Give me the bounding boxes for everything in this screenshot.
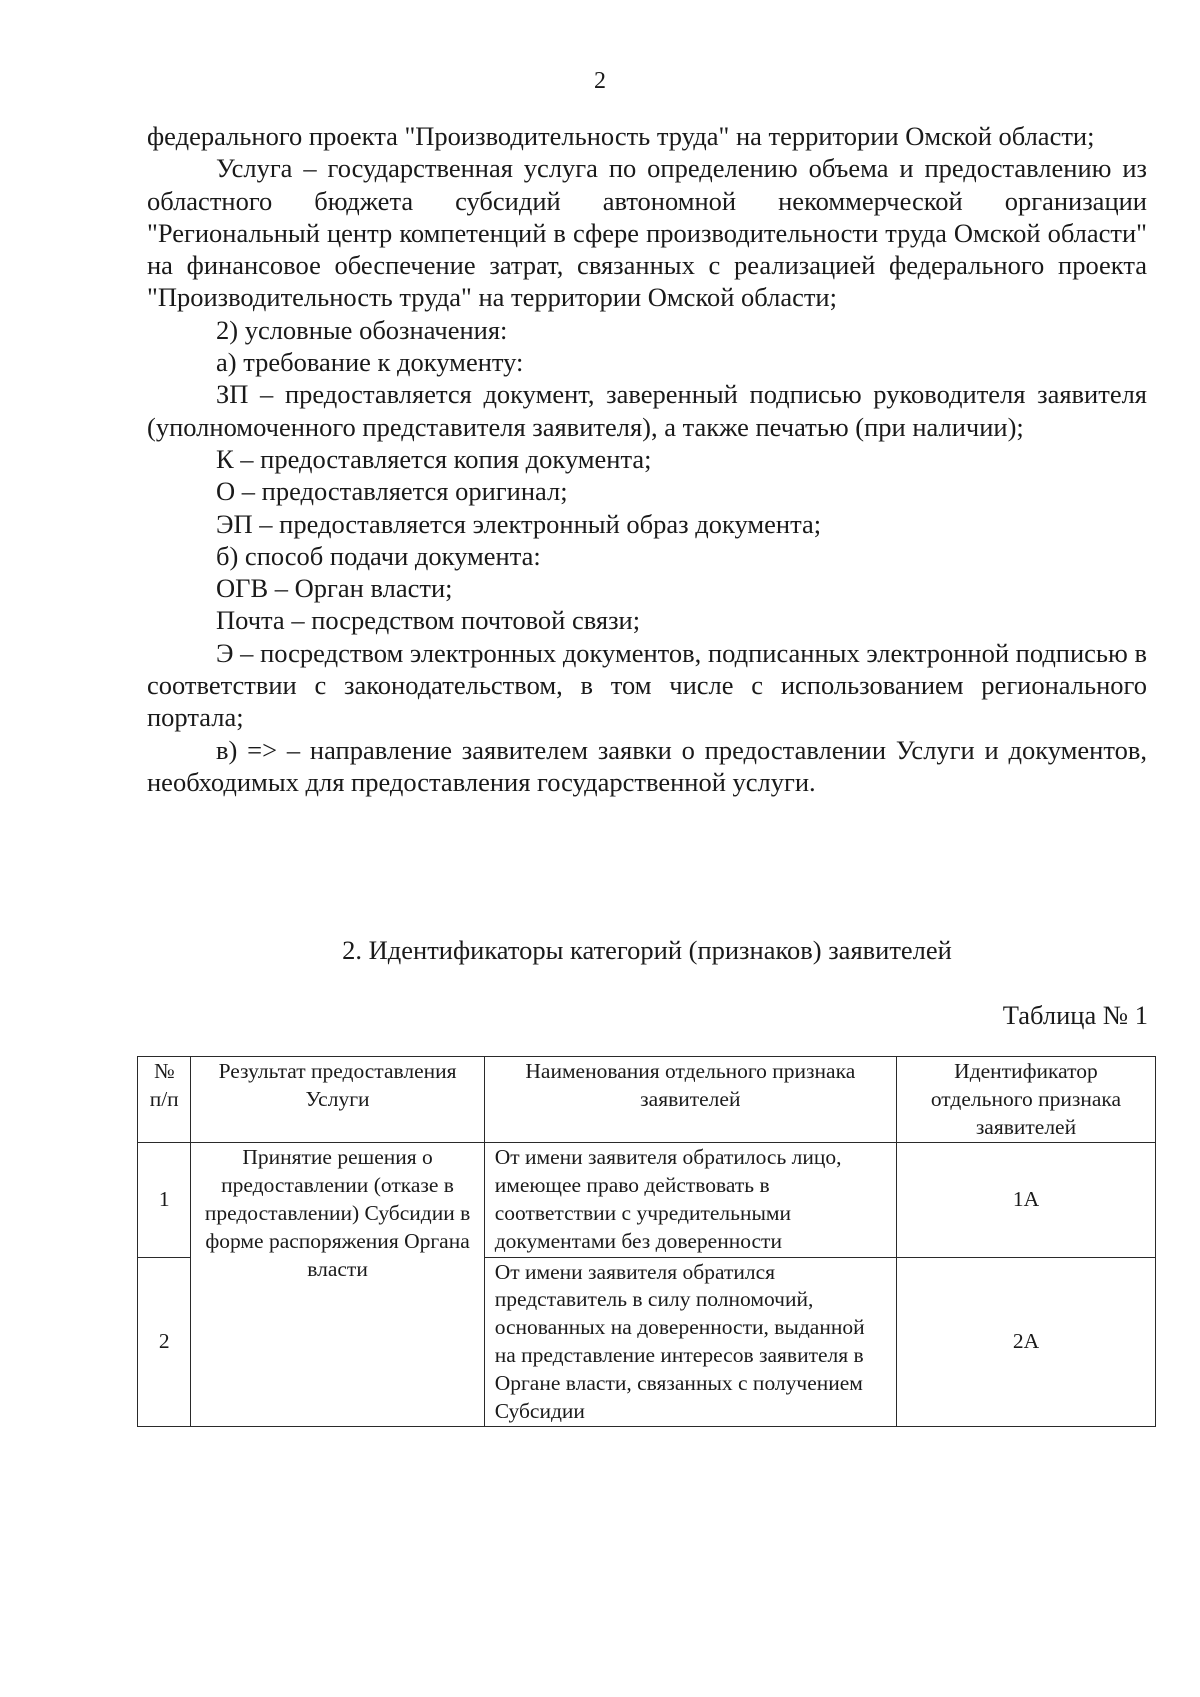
paragraph: в) => – направление заявителем заявки о предоставлении Услуги и документов, необходимых для предоставления государственной услуги. (147, 734, 1147, 797)
header-identifier: Идентификатор отдельного признака заявителей (896, 1057, 1155, 1143)
page-number: 2 (594, 68, 606, 94)
paragraph: б) способ подачи документа: (216, 540, 541, 571)
section-heading: 2. Идентификаторы категорий (признаков) заявителей (342, 935, 952, 965)
attribute-identifier: 2А (896, 1257, 1155, 1427)
paragraph: О – предоставляется оригинал; (216, 476, 568, 507)
paragraph: ЭП – предоставляется электронный образ документа; (216, 508, 822, 539)
header-name: Наименования отдельного признака заявителей (484, 1057, 896, 1143)
paragraph: ЗП – предоставляется документ, заверенный подписью руководителя заявителя (уполномоченного представителя заявителя), а также печатью (при наличии); (147, 379, 1147, 442)
row-number: 1 (138, 1143, 191, 1257)
paragraph: федерального проекта "Производительность труда" на территории Омской области; (147, 121, 1095, 151)
paragraph: Почта – посредством почтовой связи; (216, 605, 641, 636)
attribute-name: От имени заявителя обратился представитель в силу полномочий, основанных на доверенности, выданной на представление интересов заявителя в Органе власти, связанных с получением Субсидии (484, 1257, 896, 1427)
body-text (147, 120, 1147, 798)
row-number: 2 (138, 1257, 191, 1427)
paragraph: 2) условные обозначения: (216, 314, 508, 345)
applicant-identifiers-table (137, 1056, 1156, 1427)
paragraph: Э – посредством электронных документов, подписанных электронной подписью в соответствии с законодательством, в том числе с использованием регионального портала; (147, 637, 1147, 733)
attribute-name: От имени заявителя обратилось лицо, имеющее право действовать в соответствии с учредительными документами без доверенности (484, 1143, 896, 1257)
attribute-identifier: 1А (896, 1143, 1155, 1257)
header-num: № п/п (138, 1057, 191, 1143)
paragraph: а) требование к документу: (216, 347, 524, 378)
paragraph: Услуга – государственная услуга по определению объема и предоставлению из областного бюджета субсидий автономной некоммерческой организации "Региональный центр компетенций в сфере производительности труда Омской области" на финансовое обеспечение затрат, связанных с реализацией федерального проекта "Производительность труда" на территории Омской области; (147, 153, 1147, 313)
table-caption: Таблица № 1 (1002, 1000, 1148, 1030)
header-result: Результат предоставления Услуги (191, 1057, 484, 1143)
paragraph: ОГВ – Орган власти; (216, 573, 453, 604)
paragraph: К – предоставляется копия документа; (216, 443, 652, 474)
table-header-row (138, 1057, 1156, 1143)
table-row (138, 1143, 1156, 1257)
result-cell: Принятие решения о предоставлении (отказе в предоставлении) Субсидии в форме распоряжения Органа власти (191, 1143, 484, 1427)
